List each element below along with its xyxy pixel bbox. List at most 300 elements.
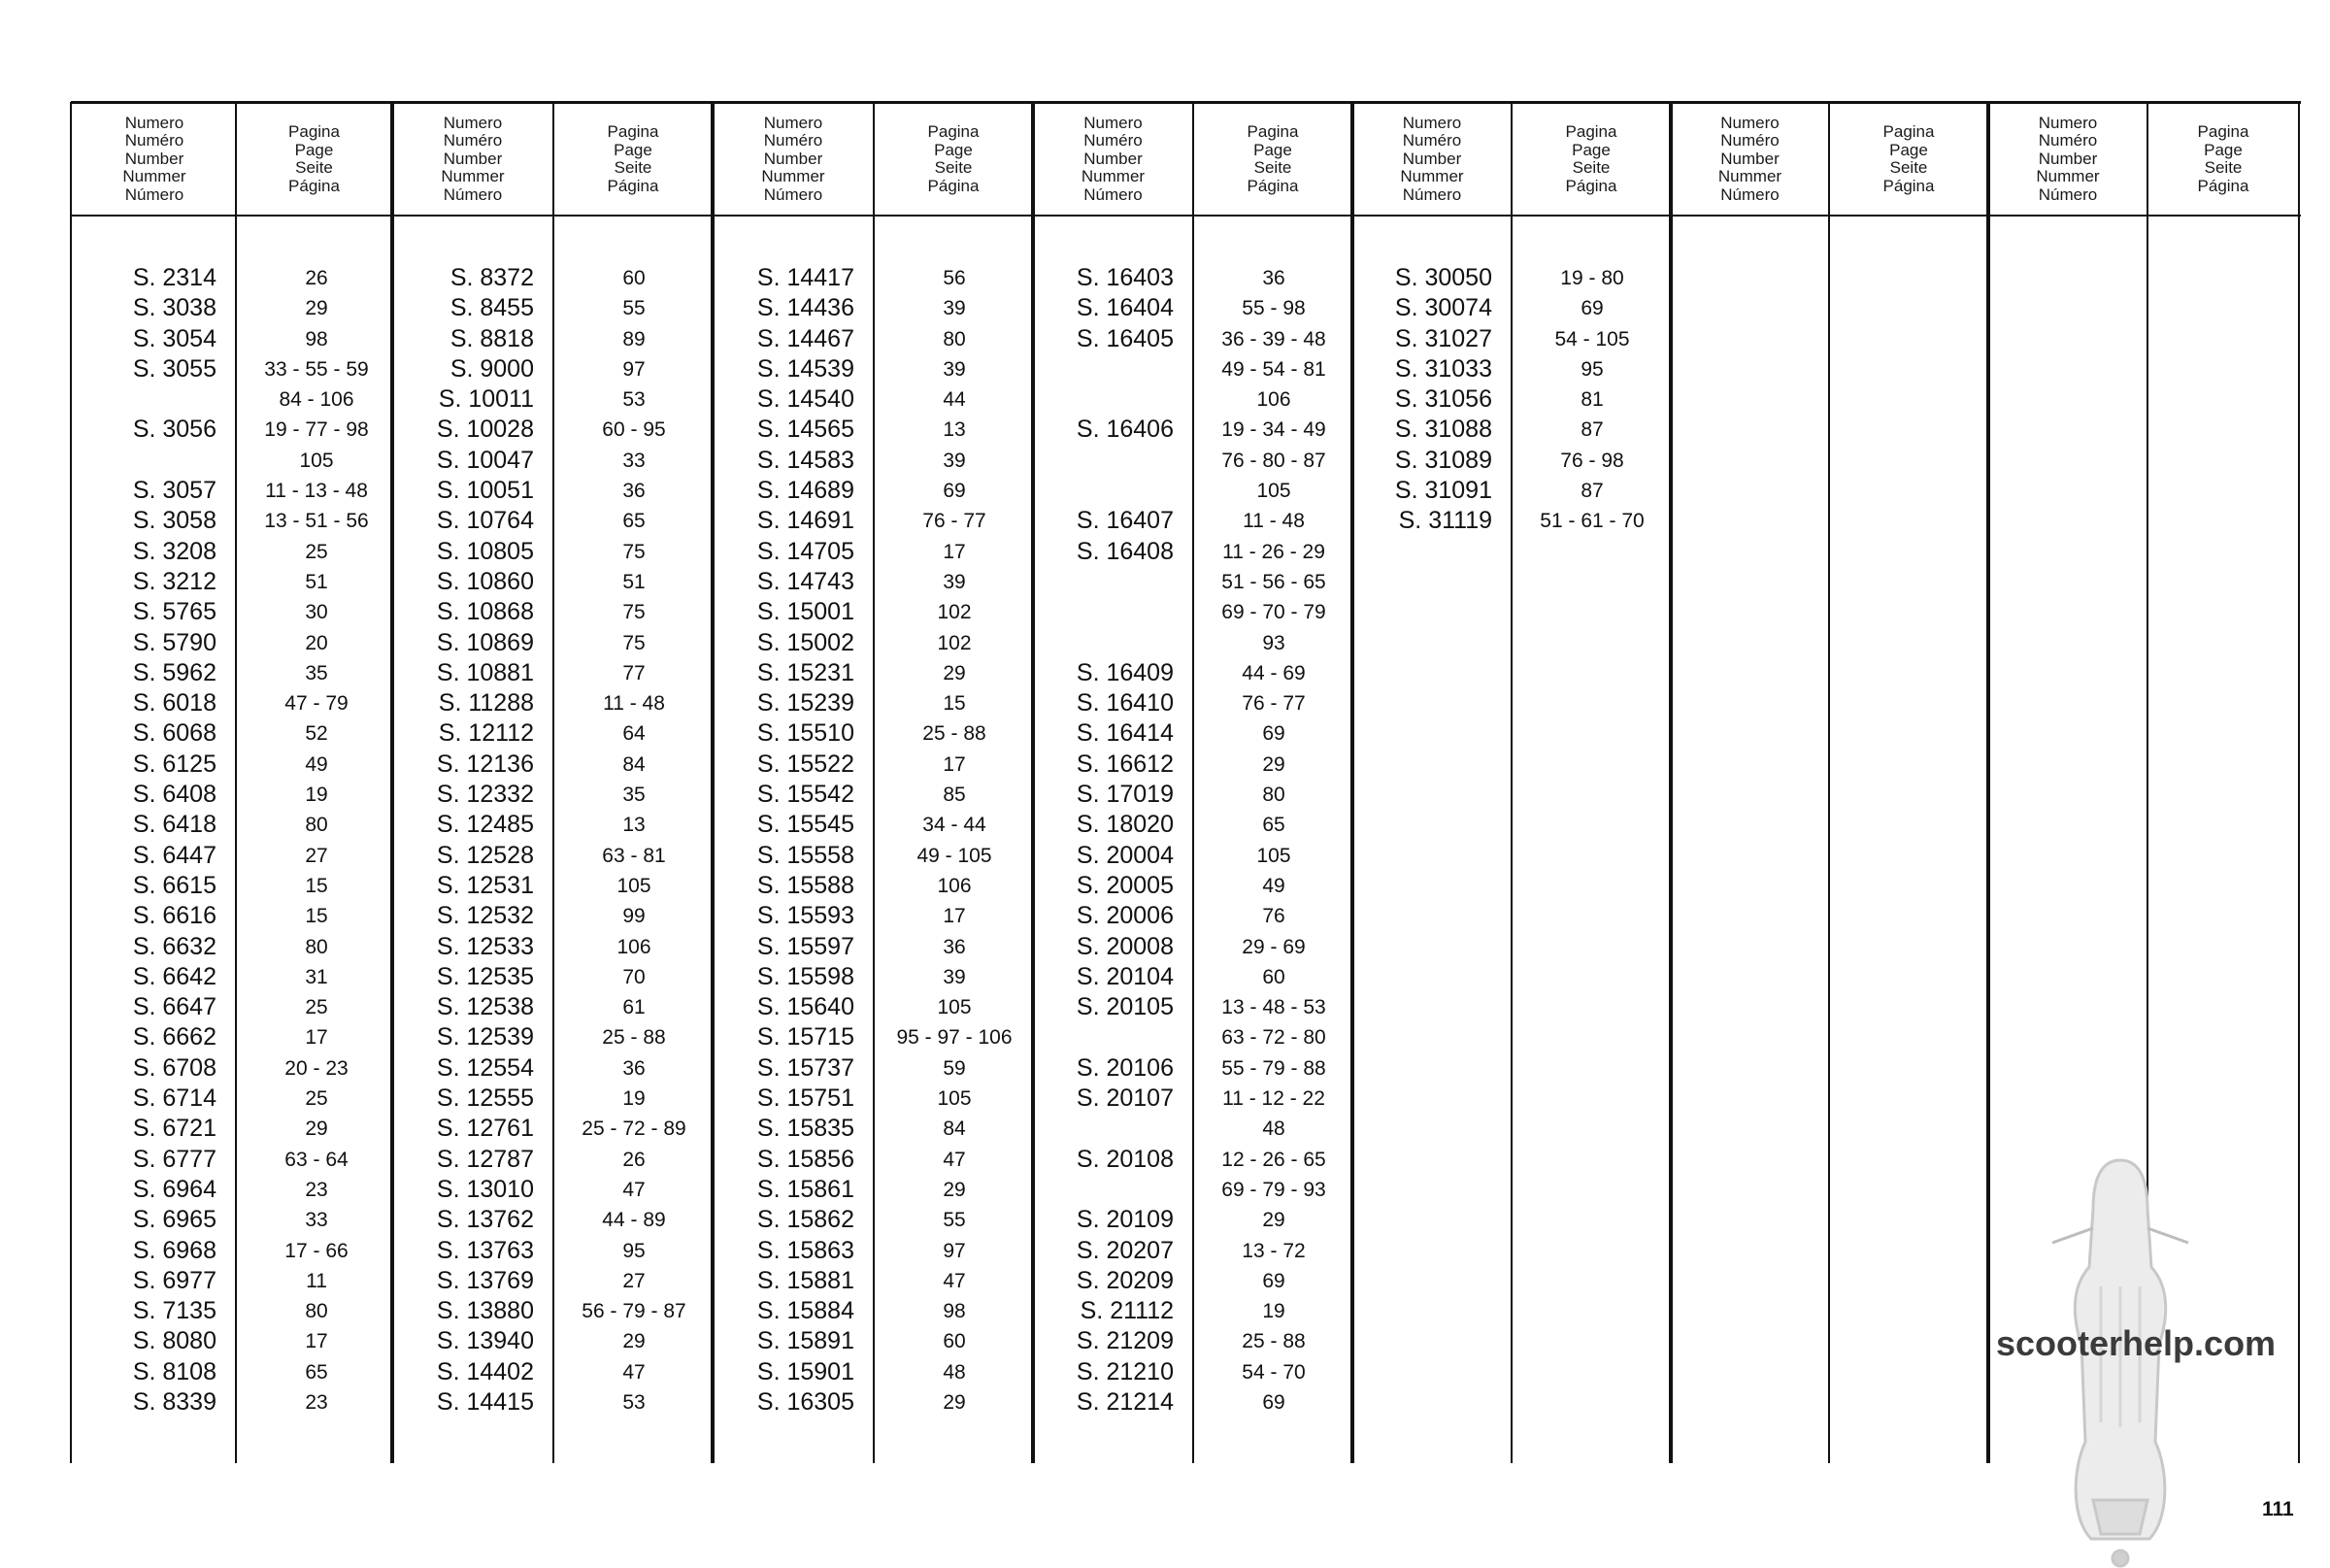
page-reference: 63 - 72 - 80 [1221, 1026, 1326, 1050]
part-number [1011, 1022, 1174, 1052]
header-pagina-line: Pagina [1565, 122, 1617, 141]
page-reference: 39 [943, 449, 966, 472]
page-reference: 105 [1256, 844, 1291, 867]
part-number: S. 6964 [132, 1175, 216, 1203]
part-number: S. 12533 [436, 932, 534, 960]
header-pagina-line: Seite [1572, 158, 1611, 177]
header-numero-line: Numéro [2038, 131, 2098, 150]
page-reference: 84 [622, 752, 646, 776]
part-number: S. 14565 [756, 416, 854, 444]
header-numero-line: Numéro [1720, 131, 1780, 150]
part-number: S. 12332 [436, 781, 534, 809]
part-number: S. 6018 [132, 689, 216, 717]
part-number: S. 5962 [132, 658, 216, 686]
part-number: S. 10860 [436, 567, 534, 595]
page-reference: 13 - 72 [1242, 1239, 1306, 1262]
header-pagina-line: Page [2204, 140, 2243, 159]
page-reference: 33 - 55 - 59 [264, 357, 369, 381]
part-number: S. 21214 [1076, 1387, 1174, 1416]
page-reference: 23 [305, 1390, 328, 1414]
page-reference: 56 [943, 267, 966, 289]
part-number: S. 6642 [132, 962, 216, 990]
page-reference: 81 [1581, 388, 1604, 412]
page-reference: 19 - 34 - 49 [1221, 418, 1326, 442]
page-reference: 59 [943, 1056, 966, 1080]
part-number: S. 6632 [132, 932, 216, 960]
part-number: S. 20008 [1076, 932, 1174, 960]
page-reference: 44 - 69 [1242, 661, 1306, 684]
part-number: S. 6408 [132, 781, 216, 809]
page-column [554, 263, 714, 1418]
page-reference: 87 [1581, 418, 1604, 442]
part-number: S. 31119 [1398, 507, 1492, 535]
part-number: S. 6125 [132, 750, 216, 778]
header-numero-line: Nummer [2036, 167, 2100, 186]
part-number [1011, 354, 1174, 384]
header-numero [73, 109, 236, 210]
page-reference: 27 [305, 844, 328, 867]
header-pagina-line: Page [614, 140, 652, 159]
page-reference: 69 - 79 - 93 [1221, 1178, 1326, 1201]
page-reference: 55 [622, 297, 646, 320]
page-reference: 20 [305, 631, 328, 654]
header-numero-line: Número [1083, 184, 1143, 204]
page-reference: 15 [305, 874, 328, 897]
part-number: S. 20209 [1076, 1266, 1174, 1294]
header-numero-line: Nummer [1081, 167, 1146, 186]
page-reference: 26 [622, 1148, 646, 1171]
page-reference: 63 - 64 [284, 1148, 349, 1171]
page-reference: 95 [1581, 357, 1604, 381]
page-reference: 60 [622, 267, 646, 289]
part-number: S. 16305 [756, 1387, 854, 1416]
part-number: S. 21209 [1076, 1327, 1174, 1355]
part-number: S. 20107 [1076, 1084, 1174, 1113]
page-reference: 77 [622, 661, 646, 684]
page-reference: 98 [305, 327, 328, 350]
part-number: S. 6615 [132, 871, 216, 899]
page-reference: 34 - 44 [922, 814, 986, 837]
header-pagina-line: Seite [614, 158, 652, 177]
page-reference: 80 [305, 1300, 328, 1323]
page-reference: 69 - 70 - 79 [1221, 601, 1326, 624]
header-pagina-line: Página [1882, 176, 1935, 195]
part-number: S. 14691 [756, 507, 854, 535]
page-reference: 49 - 105 [916, 844, 992, 867]
part-number: S. 31091 [1394, 477, 1492, 505]
header-pagina-line: Página [927, 176, 980, 195]
part-number [1011, 384, 1174, 415]
part-number: S. 15598 [756, 962, 854, 990]
page-reference: 36 [1262, 267, 1285, 289]
page-reference: 55 - 79 - 88 [1221, 1056, 1326, 1080]
part-number: S. 6721 [132, 1115, 216, 1143]
header-pagina-line: Pagina [1882, 122, 1935, 141]
header-bottom-rule [71, 215, 2301, 217]
header-numero-line: Number [1402, 149, 1462, 168]
part-number: S. 15891 [756, 1327, 854, 1355]
page-reference: 17 [305, 1026, 328, 1050]
page-reference: 47 - 79 [284, 692, 349, 716]
part-number: S. 31088 [1394, 416, 1492, 444]
page-reference: 11 - 12 - 22 [1222, 1087, 1325, 1111]
part-number: S. 14689 [756, 477, 854, 505]
part-number: S. 6647 [132, 993, 216, 1021]
part-number: S. 12531 [436, 871, 534, 899]
part-number [1011, 567, 1174, 597]
part-number: S. 3054 [132, 324, 216, 352]
page-reference: 29 [943, 1178, 966, 1201]
column-rule [1828, 102, 1830, 1463]
part-number: S. 16407 [1076, 507, 1174, 535]
part-number: S. 15545 [756, 811, 854, 839]
page-reference: 65 [622, 510, 646, 533]
page-reference: 17 - 66 [284, 1239, 349, 1262]
part-number [1011, 446, 1174, 476]
part-number: S. 15861 [756, 1175, 854, 1203]
part-number: S. 15862 [756, 1206, 854, 1234]
page-reference: 93 [1262, 631, 1285, 654]
part-number: S. 14402 [436, 1357, 534, 1385]
page-column [1513, 263, 1672, 537]
part-number: S. 14417 [756, 264, 854, 291]
page-reference: 51 - 61 - 70 [1540, 510, 1645, 533]
header-pagina-line: Pagina [1247, 122, 1299, 141]
page-reference: 19 [305, 784, 328, 807]
page-reference: 106 [1256, 388, 1291, 412]
part-number: S. 6068 [132, 719, 216, 748]
header-numero-line: Numero [1083, 113, 1143, 132]
page-reference: 53 [622, 1390, 646, 1414]
part-number: S. 12528 [436, 841, 534, 869]
header-pagina-line: Page [934, 140, 973, 159]
page-reference: 54 - 70 [1242, 1360, 1306, 1384]
page-reference: 76 - 77 [1242, 692, 1306, 716]
column-rule [1986, 102, 1990, 1463]
part-number: S. 16403 [1076, 264, 1174, 291]
page-reference: 25 [305, 540, 328, 563]
part-number: S. 15863 [756, 1236, 854, 1264]
part-number: S. 16612 [1076, 750, 1174, 778]
part-number: S. 15522 [756, 750, 854, 778]
part-number: S. 14705 [756, 537, 854, 565]
page-reference: 36 [622, 1056, 646, 1080]
part-number: S. 15901 [756, 1357, 854, 1385]
header-pagina-line: Página [288, 176, 340, 195]
page-reference: 25 [305, 996, 328, 1019]
part-number: S. 10805 [436, 537, 534, 565]
number-column [691, 263, 854, 1418]
page-reference: 60 - 95 [602, 418, 666, 442]
part-number: S. 20004 [1076, 841, 1174, 869]
part-number: S. 8339 [132, 1387, 216, 1416]
page-reference: 35 [622, 784, 646, 807]
page-reference: 29 [1262, 1209, 1285, 1232]
part-number: S. 10881 [436, 658, 534, 686]
part-number: S. 14583 [756, 446, 854, 474]
page-reference: 106 [616, 935, 651, 958]
header-numero-line: Numéro [763, 131, 823, 150]
page-reference: 47 [622, 1178, 646, 1201]
part-number: S. 10764 [436, 507, 534, 535]
page-reference: 75 [622, 540, 646, 563]
page-reference: 52 [305, 722, 328, 746]
header-numero [713, 109, 874, 210]
page-reference: 29 [943, 661, 966, 684]
part-number: S. 15640 [756, 993, 854, 1021]
page-reference: 15 [305, 905, 328, 928]
part-number [1011, 1175, 1174, 1205]
part-number [53, 446, 216, 476]
header-numero-line: Número [763, 184, 823, 204]
page-reference: 64 [622, 722, 646, 746]
part-number: S. 20109 [1076, 1206, 1174, 1234]
header-numero-line: Número [2038, 184, 2098, 204]
header-pagina-line: Pagina [607, 122, 659, 141]
page-reference: 70 [622, 965, 646, 988]
page-reference: 106 [937, 874, 972, 897]
header-numero-line: Numero [1720, 113, 1780, 132]
page-reference: 33 [305, 1209, 328, 1232]
header-pagina-line: Página [1565, 176, 1617, 195]
header-numero-line: Numero [1402, 113, 1462, 132]
part-number: S. 15597 [756, 932, 854, 960]
page-reference: 39 [943, 297, 966, 320]
part-number: S. 12555 [436, 1084, 534, 1113]
page-reference: 53 [622, 388, 646, 412]
page-reference: 105 [616, 874, 651, 897]
page-reference: 65 [1262, 814, 1285, 837]
header-numero-line: Number [1083, 149, 1143, 168]
part-number [1011, 476, 1174, 506]
part-number: S. 6777 [132, 1145, 216, 1173]
page-reference: 13 [943, 418, 966, 442]
part-number: S. 13010 [436, 1175, 534, 1203]
page-reference: 27 [622, 1269, 646, 1292]
header-numero [1671, 109, 1829, 210]
page-reference: 61 [622, 996, 646, 1019]
page-reference: 49 [1262, 874, 1285, 897]
part-number: S. 3212 [132, 567, 216, 595]
header-pagina [236, 120, 392, 198]
part-number: S. 3056 [132, 416, 216, 444]
page-reference: 25 - 72 - 89 [582, 1118, 686, 1141]
header-pagina [553, 120, 713, 198]
part-number: S. 6418 [132, 811, 216, 839]
page-reference: 56 - 79 - 87 [582, 1300, 686, 1323]
header-pagina [1829, 120, 1988, 198]
part-number: S. 6447 [132, 841, 216, 869]
part-number: S. 13940 [436, 1327, 534, 1355]
page-reference: 39 [943, 965, 966, 988]
part-number: S. 20207 [1076, 1236, 1174, 1264]
page-reference: 95 [622, 1239, 646, 1262]
page-reference: 49 [305, 752, 328, 776]
part-number: S. 17019 [1076, 781, 1174, 809]
part-number: S. 6977 [132, 1266, 216, 1294]
part-number: S. 6708 [132, 1053, 216, 1082]
part-number: S. 16406 [1076, 416, 1174, 444]
page-reference: 36 [943, 935, 966, 958]
part-number: S. 3055 [132, 354, 216, 383]
page-reference: 30 [305, 601, 328, 624]
page-reference: 29 [622, 1330, 646, 1353]
part-number: S. 8108 [132, 1357, 216, 1385]
page-reference: 13 - 51 - 56 [264, 510, 369, 533]
page-reference: 97 [943, 1239, 966, 1262]
part-number: S. 10011 [438, 385, 534, 414]
part-number: S. 6616 [132, 902, 216, 930]
part-number: S. 15715 [756, 1023, 854, 1051]
page-reference: 105 [937, 996, 972, 1019]
header-pagina-line: Seite [1253, 158, 1292, 177]
page-reference: 44 - 89 [602, 1209, 666, 1232]
header-pagina-line: Pagina [927, 122, 980, 141]
header-pagina-line: Page [294, 140, 334, 159]
page-reference: 97 [622, 357, 646, 381]
part-number: S. 13880 [436, 1297, 534, 1325]
header-numero-line: Numéro [1402, 131, 1462, 150]
part-number: S. 8372 [449, 264, 534, 291]
page-reference: 47 [943, 1148, 966, 1171]
page-reference: 17 [305, 1330, 328, 1353]
part-number: S. 9000 [449, 354, 534, 383]
header-pagina [1193, 120, 1352, 198]
page-reference: 65 [305, 1360, 328, 1384]
header-pagina-line: Página [2197, 176, 2249, 195]
page-reference: 48 [943, 1360, 966, 1384]
part-number: S. 3057 [132, 477, 216, 505]
header-numero-line: Numéro [124, 131, 184, 150]
part-number: S. 15588 [756, 871, 854, 899]
header-numero-line: Number [1720, 149, 1780, 168]
header-pagina-line: Page [1253, 140, 1292, 159]
part-number: S. 13769 [436, 1266, 534, 1294]
part-number: S. 15737 [756, 1053, 854, 1082]
table-top-rule [71, 101, 2301, 104]
part-number: S. 15856 [756, 1145, 854, 1173]
page-reference: 11 - 48 [603, 692, 665, 716]
header-numero-line: Numéro [443, 131, 503, 150]
page-reference: 29 [943, 1390, 966, 1414]
page-reference: 17 [943, 540, 966, 563]
part-number [1011, 628, 1174, 658]
part-number: S. 16410 [1076, 689, 1174, 717]
page-reference: 60 [943, 1330, 966, 1353]
part-number: S. 31027 [1394, 324, 1492, 352]
page-reference: 29 [305, 1118, 328, 1141]
part-number: S. 8818 [449, 324, 534, 352]
page-reference: 102 [937, 631, 972, 654]
page-reference: 31 [305, 965, 328, 988]
part-number: S. 15881 [756, 1266, 854, 1294]
part-number: S. 13762 [436, 1206, 534, 1234]
part-number: S. 31056 [1394, 385, 1492, 414]
header-pagina-line: Página [1247, 176, 1299, 195]
header-pagina-line: Page [1889, 140, 1928, 159]
header-pagina-line: Page [1572, 140, 1611, 159]
header-numero [1033, 109, 1193, 210]
page-number: 111 [2262, 1498, 2294, 1520]
part-number: S. 15239 [756, 689, 854, 717]
page-reference: 51 [305, 570, 328, 593]
page-reference: 25 - 88 [922, 722, 986, 746]
part-number: S. 14539 [756, 354, 854, 383]
part-number: S. 12761 [436, 1115, 534, 1143]
part-number: S. 20106 [1076, 1053, 1174, 1082]
header-numero-line: Nummer [1717, 167, 1782, 186]
number-column [1329, 263, 1492, 537]
page-reference: 76 - 80 - 87 [1221, 449, 1326, 472]
part-number: S. 8455 [449, 294, 534, 322]
page-reference: 51 - 56 - 65 [1221, 570, 1326, 593]
part-number [1011, 1114, 1174, 1144]
header-pagina-line: Seite [2204, 158, 2243, 177]
page-reference: 36 [622, 480, 646, 503]
part-number: S. 10868 [436, 598, 534, 626]
page-reference: 85 [943, 784, 966, 807]
header-numero-line: Nummer [761, 167, 825, 186]
part-number: S. 6714 [132, 1084, 216, 1113]
header-pagina-line: Pagina [2197, 122, 2249, 141]
page-reference: 39 [943, 570, 966, 593]
part-number: S. 12539 [436, 1023, 534, 1051]
part-number: S. 20005 [1076, 871, 1174, 899]
header-pagina-line: Seite [934, 158, 973, 177]
part-number: S. 11288 [438, 689, 534, 717]
page-reference: 13 - 48 - 53 [1221, 996, 1326, 1019]
page-reference: 84 [943, 1118, 966, 1141]
header-numero-line: Number [124, 149, 184, 168]
watermark-text: scooterhelp.com [1996, 1323, 2277, 1363]
header-numero-line: Número [124, 184, 184, 204]
header-pagina-line: Pagina [288, 122, 340, 141]
part-number: S. 12535 [436, 962, 534, 990]
page-reference: 47 [943, 1269, 966, 1292]
page-reference: 19 [1262, 1300, 1285, 1323]
header-numero-line: Número [1720, 184, 1780, 204]
page-reference: 55 [943, 1209, 966, 1232]
part-number: S. 16408 [1076, 537, 1174, 565]
part-number: S. 20105 [1076, 993, 1174, 1021]
page-reference: 11 - 13 - 48 [265, 480, 368, 503]
page-reference: 80 [305, 935, 328, 958]
header-numero-line: Number [2038, 149, 2098, 168]
part-number: S. 3058 [132, 507, 216, 535]
page-reference: 36 - 39 - 48 [1221, 327, 1326, 350]
page-reference: 44 [943, 388, 966, 412]
page-reference: 105 [299, 449, 334, 472]
page-reference: 29 [305, 297, 328, 320]
part-number: S. 15558 [756, 841, 854, 869]
page-reference: 47 [622, 1360, 646, 1384]
page-reference: 26 [305, 267, 328, 289]
part-number: S. 12532 [436, 902, 534, 930]
part-number: S. 7135 [132, 1297, 216, 1325]
page-reference: 19 - 77 - 98 [264, 418, 369, 442]
header-numero-line: Nummer [441, 167, 505, 186]
part-number: S. 30050 [1394, 264, 1492, 291]
part-number: S. 20108 [1076, 1145, 1174, 1173]
page-reference: 25 - 88 [602, 1026, 666, 1050]
page-reference: 98 [943, 1300, 966, 1323]
part-number: S. 15751 [756, 1084, 854, 1113]
page-reference: 76 [1262, 905, 1285, 928]
header-pagina [2147, 120, 2299, 198]
part-number: S. 31089 [1394, 446, 1492, 474]
part-number: S. 16409 [1076, 658, 1174, 686]
page-reference: 60 [1262, 965, 1285, 988]
